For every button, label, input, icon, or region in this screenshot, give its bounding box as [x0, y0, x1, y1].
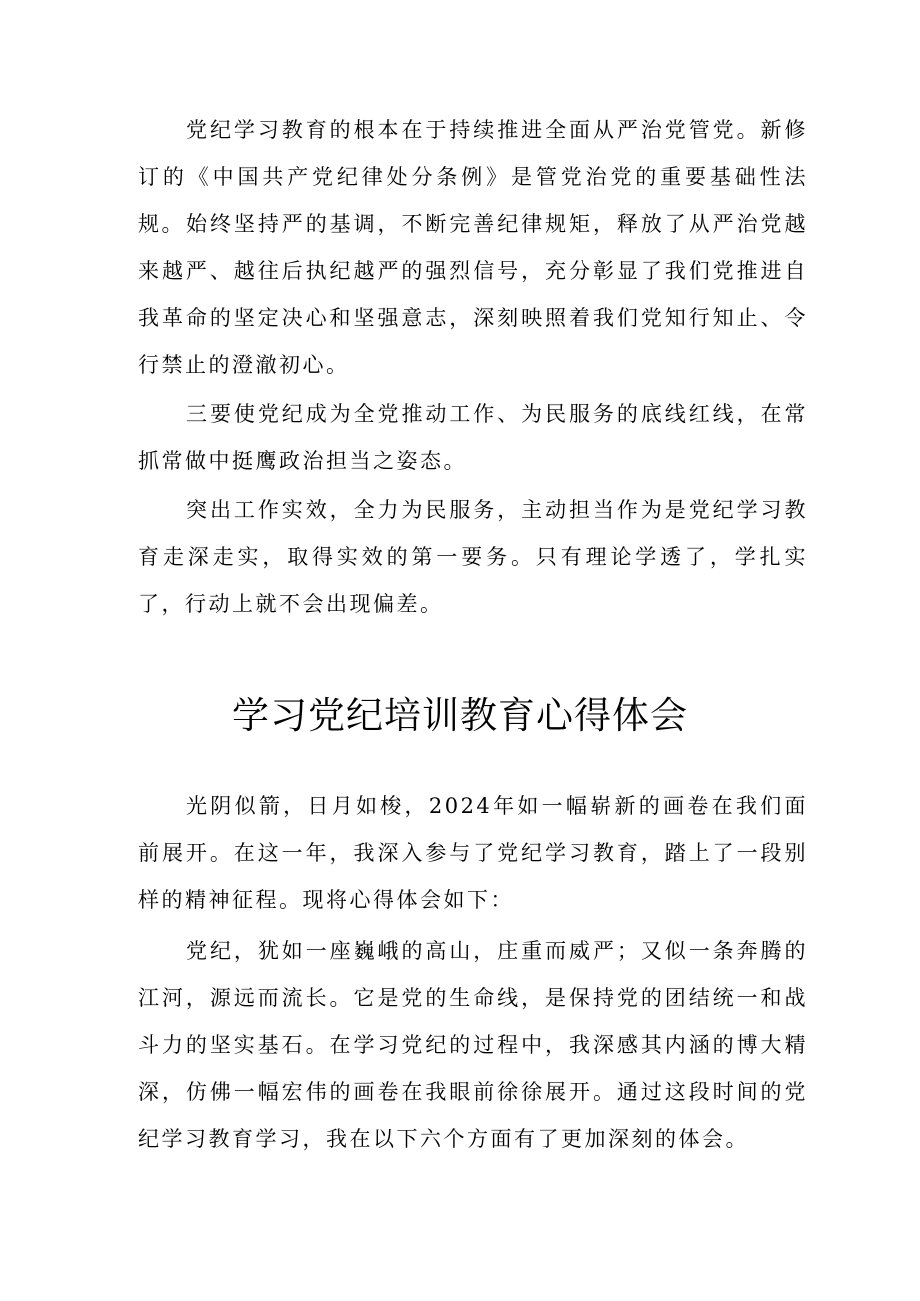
paragraph-2: 始终坚持严的基调，不断完善纪律规矩，释放了从严治党越来越严、越往后执纪越严的强烈信号，充分彰显了我们党推进自我革命的坚定决心和坚强意志，深刻映照着我们党知行知止、令行禁止的澄澈初心。: [138, 212, 808, 377]
paragraph-6: 党纪，犹如一座巍峨的高山，庄重而威严；又似一条奔腾的江河，源远而流长。它是党的生命线，是保持党的团结统一和战斗力的坚实基石。在学习党纪的过程中，我深感其内涵的博大精深，仿佛一幅宏伟的画卷在我眼前徐徐展开。通过这段时间的党纪学习教育学习，我在以下六个方面有了更加深刻的体会。: [138, 939, 808, 1151]
paragraph-1: 党纪学习教育的根本在于持续推进全面从严治党管党。新修订的《中国共产党纪律处分条例》是管党治党的重要基础性法规。: [138, 118, 808, 236]
paragraph-4: 突出工作实效，全力为民服务，主动担当作为是党纪学习教育走深走实，取得实效的第一要务。只有理论学透了，学扎实了，行动上就不会出现偏差。: [138, 498, 808, 616]
paragraph-3: 三要使党纪成为全党推动工作、为民服务的底线红线，在常抓常做中挺鹰政治担当之姿态。: [138, 402, 808, 473]
paragraph-5: 光阴似箭，日月如梭，2024年如一幅崭新的画卷在我们面前展开。在这一年，我深入参与了党纪学习教育，踏上了一段别样的精神征程。现将心得体会如下：: [138, 794, 808, 912]
document-title: 学习党纪培训教育心得体会: [232, 694, 688, 737]
